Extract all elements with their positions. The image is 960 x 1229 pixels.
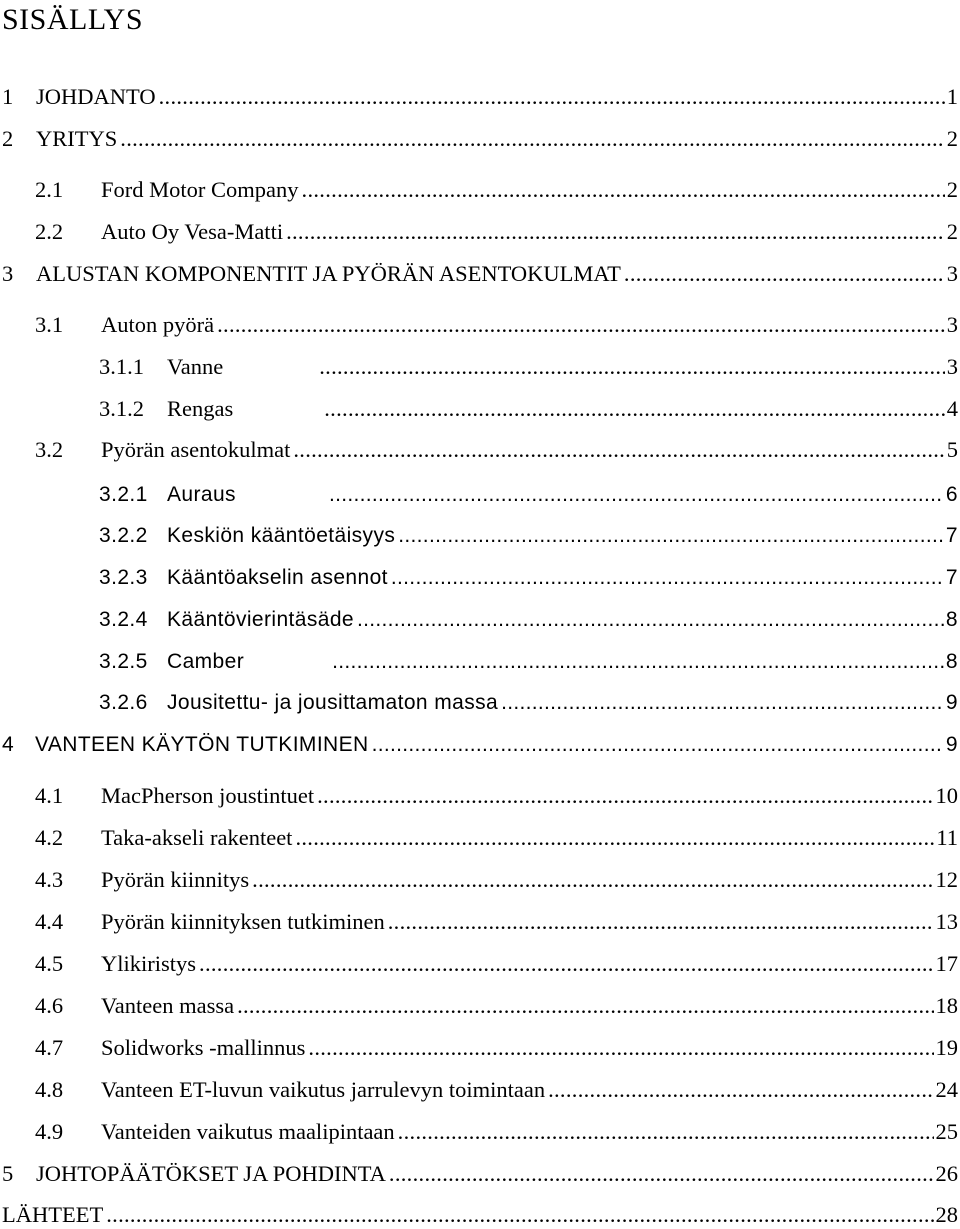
toc-entry-label: Rengas bbox=[167, 395, 233, 423]
dot-leader bbox=[372, 731, 944, 759]
dot-leader bbox=[624, 260, 945, 288]
toc-entry-label: VANTEEN KÄYTÖN TUTKIMINEN bbox=[35, 731, 369, 759]
toc-entry-pyoran-kiinnityksen-tutkiminen[interactable] bbox=[35, 908, 960, 936]
toc-entry-page: 8 bbox=[946, 606, 960, 634]
toc-entry-label: Keskiön kääntöetäisyys bbox=[167, 522, 395, 550]
toc-entry-label: Taka-akseli rakenteet bbox=[101, 824, 292, 852]
toc-entry-number: 3.1.2 bbox=[99, 395, 167, 423]
toc-entry-number: 4.8 bbox=[35, 1076, 101, 1104]
dot-leader bbox=[548, 1076, 933, 1104]
toc-entry-label: Ford Motor Company bbox=[101, 176, 299, 204]
toc-entry-label: Vanteiden vaikutus maalipintaan bbox=[101, 1118, 395, 1146]
dot-leader bbox=[286, 218, 945, 246]
dot-leader bbox=[501, 689, 944, 717]
toc-entry-page: 28 bbox=[936, 1201, 960, 1229]
dot-leader bbox=[252, 866, 933, 894]
toc-entry-number: 4.7 bbox=[35, 1034, 101, 1062]
dot-leader bbox=[217, 311, 945, 339]
toc-entry-page: 26 bbox=[936, 1160, 960, 1188]
toc-entry-jousitettu-massa[interactable] bbox=[99, 689, 960, 717]
toc-entry-label: Auto Oy Vesa-Matti bbox=[101, 218, 283, 246]
toc-entry-page: 6 bbox=[946, 481, 960, 509]
toc-entry-page: 24 bbox=[936, 1076, 960, 1104]
dot-leader bbox=[391, 564, 944, 592]
toc-entry-rengas[interactable] bbox=[99, 395, 960, 423]
toc-entry-number: 3.2.6 bbox=[99, 689, 167, 717]
toc-entry-label: YRITYS bbox=[36, 125, 117, 153]
toc-entry-label: Auraus bbox=[167, 481, 236, 509]
toc-entry-page: 18 bbox=[936, 992, 960, 1020]
toc-entry-number: 4.3 bbox=[35, 866, 101, 894]
toc-entry-number: 4.1 bbox=[35, 782, 101, 810]
dot-leader bbox=[324, 395, 945, 423]
toc-entry-page: 9 bbox=[946, 731, 960, 759]
dot-leader bbox=[317, 782, 933, 810]
dot-leader bbox=[120, 125, 944, 153]
dot-leader bbox=[293, 436, 944, 464]
toc-entry-ylikiristys[interactable] bbox=[35, 950, 960, 978]
dot-leader bbox=[199, 950, 933, 978]
toc-entry-number: 4.6 bbox=[35, 992, 101, 1020]
toc-entry-page: 3 bbox=[947, 353, 960, 381]
toc-entry-keskion-kaantoetaisyys[interactable] bbox=[99, 522, 960, 550]
toc-entry-page: 9 bbox=[946, 689, 960, 717]
toc-entry-page: 7 bbox=[946, 522, 960, 550]
toc-entry-number: 3.1.1 bbox=[99, 353, 167, 381]
toc-entry-page: 2 bbox=[947, 176, 960, 204]
toc-entry-auraus[interactable] bbox=[99, 481, 960, 509]
toc-entry-camber[interactable] bbox=[99, 648, 960, 676]
toc-entry-number: 5 bbox=[2, 1160, 36, 1188]
toc-entry-johtopaatokset-ja-pohdinta[interactable] bbox=[2, 1160, 960, 1188]
dot-leader bbox=[357, 606, 944, 634]
dot-leader bbox=[237, 992, 933, 1020]
toc-entry-page: 10 bbox=[936, 782, 960, 810]
toc-entry-number: 2.1 bbox=[35, 176, 101, 204]
toc-entry-page: 8 bbox=[946, 648, 960, 676]
toc-entry-label: Ylikiristys bbox=[101, 950, 196, 978]
toc-entry-number: 4 bbox=[2, 731, 35, 759]
toc-entry-page: 17 bbox=[936, 950, 960, 978]
toc-entry-page: 19 bbox=[936, 1034, 960, 1062]
toc-entry-vanne[interactable] bbox=[99, 353, 960, 381]
toc-title: SISÄLLYS bbox=[2, 2, 143, 38]
dot-leader bbox=[398, 1118, 934, 1146]
toc-entry-label: Vanne bbox=[167, 353, 223, 381]
toc-entry-label: LÄHTEET bbox=[2, 1201, 103, 1229]
toc-entry-number: 4.5 bbox=[35, 950, 101, 978]
toc-entry-page: 2 bbox=[947, 218, 960, 246]
toc-entry-number: 3.2.2 bbox=[99, 522, 167, 550]
dot-leader bbox=[388, 908, 934, 936]
toc-entry-label: Pyörän asentokulmat bbox=[101, 436, 290, 464]
toc-entry-label: Kääntövierintäsäde bbox=[167, 606, 354, 634]
toc-entry-ford-motor-company[interactable] bbox=[35, 176, 960, 204]
toc-entry-pyoran-kiinnitys[interactable] bbox=[35, 866, 960, 894]
toc-entry-label: Solidworks -mallinnus bbox=[101, 1034, 305, 1062]
toc-entry-johdanto[interactable] bbox=[2, 83, 960, 111]
toc-entry-taka-akseli-rakenteet[interactable] bbox=[35, 824, 960, 852]
toc-entry-page: 11 bbox=[936, 824, 960, 852]
dot-leader bbox=[302, 176, 945, 204]
dot-leader bbox=[159, 83, 945, 111]
toc-entry-auto-oy-vesa-matti[interactable] bbox=[35, 218, 960, 246]
toc-entry-label: Camber bbox=[167, 648, 244, 676]
dot-leader bbox=[332, 648, 944, 676]
toc-entry-label: Jousitettu- ja jousittamaton massa bbox=[167, 689, 498, 717]
toc-entry-page: 1 bbox=[947, 83, 960, 111]
toc-entry-yritys[interactable] bbox=[2, 125, 960, 153]
toc-entry-vanteen-massa[interactable] bbox=[35, 992, 960, 1020]
toc-entry-kaantoakselin-asennot[interactable] bbox=[99, 564, 960, 592]
dot-leader bbox=[295, 824, 934, 852]
toc-entry-vanteiden-vaikutus-maalipintaan[interactable] bbox=[35, 1118, 960, 1146]
dot-leader bbox=[329, 481, 944, 509]
toc-entry-alustan-komponentit[interactable] bbox=[2, 260, 960, 288]
dot-leader bbox=[319, 353, 945, 381]
toc-entry-number: 4.2 bbox=[35, 824, 101, 852]
toc-entry-number: 3.2.5 bbox=[99, 648, 167, 676]
toc-entry-label: MacPherson joustintuet bbox=[101, 782, 314, 810]
toc-entry-page: 13 bbox=[936, 908, 960, 936]
toc-entry-label: Pyörän kiinnityksen tutkiminen bbox=[101, 908, 385, 936]
toc-entry-label: Vanteen massa bbox=[101, 992, 234, 1020]
toc-entry-page: 3 bbox=[947, 260, 960, 288]
toc-entry-kaantovierintasade[interactable] bbox=[99, 606, 960, 634]
toc-entry-solidworks-mallinnus[interactable] bbox=[35, 1034, 960, 1062]
toc-entry-auton-pyora[interactable] bbox=[35, 311, 960, 339]
toc-entry-page: 7 bbox=[946, 564, 960, 592]
toc-entry-number: 3.2 bbox=[35, 436, 101, 464]
toc-entry-label: Pyörän kiinnitys bbox=[101, 866, 249, 894]
toc-entry-number: 3.2.4 bbox=[99, 606, 167, 634]
toc-entry-pyoran-asentokulmat[interactable] bbox=[35, 436, 960, 464]
toc-entry-number: 4.9 bbox=[35, 1118, 101, 1146]
toc-entry-page: 2 bbox=[947, 125, 960, 153]
dot-leader bbox=[398, 522, 944, 550]
toc-entry-page: 4 bbox=[947, 395, 960, 423]
toc-entry-number: 3.2.3 bbox=[99, 564, 167, 592]
toc-entry-number: 1 bbox=[2, 83, 36, 111]
toc-entry-page: 3 bbox=[947, 311, 960, 339]
toc-entry-number: 3.1 bbox=[35, 311, 101, 339]
toc-entry-macpherson-joustintuet[interactable] bbox=[35, 782, 960, 810]
dot-leader bbox=[389, 1160, 934, 1188]
toc-entry-label: JOHDANTO bbox=[36, 83, 156, 111]
toc-entry-label: Auton pyörä bbox=[101, 311, 214, 339]
toc-entry-page: 5 bbox=[947, 436, 960, 464]
toc-entry-number: 2.2 bbox=[35, 218, 101, 246]
toc-entry-page: 12 bbox=[936, 866, 960, 894]
toc-entry-number: 4.4 bbox=[35, 908, 101, 936]
toc-entry-vanteen-kayton-tutkiminen[interactable] bbox=[2, 731, 960, 759]
toc-entry-label: ALUSTAN KOMPONENTIT JA PYÖRÄN ASENTOKULMAT bbox=[36, 260, 621, 288]
toc-entry-vanteen-et-luvun-vaikutus[interactable] bbox=[35, 1076, 960, 1104]
toc-entry-number: 3.2.1 bbox=[99, 481, 167, 509]
toc-entry-label: Vanteen ET-luvun vaikutus jarrulevyn toimintaan bbox=[101, 1076, 545, 1104]
toc-entry-number: 2 bbox=[2, 125, 36, 153]
toc-entry-label: JOHTOPÄÄTÖKSET JA POHDINTA bbox=[36, 1160, 386, 1188]
dot-leader bbox=[308, 1034, 933, 1062]
toc-entry-number: 3 bbox=[2, 260, 36, 288]
toc-entry-label: Kääntöakselin asennot bbox=[167, 564, 388, 592]
toc-entry-page: 25 bbox=[936, 1118, 960, 1146]
